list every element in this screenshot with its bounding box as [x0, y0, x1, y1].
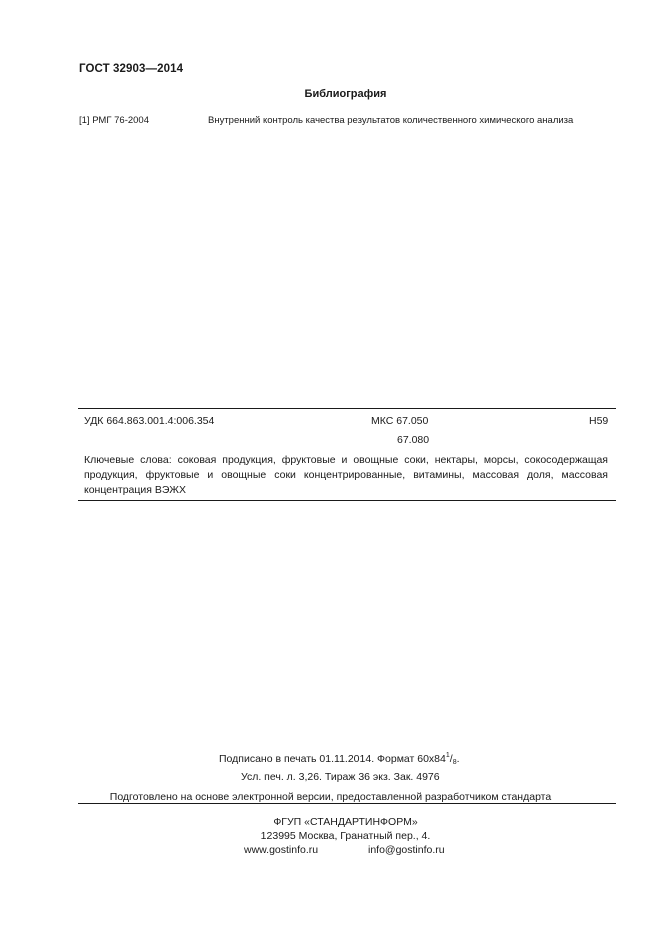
- publisher-website-link[interactable]: www.gostinfo.ru: [244, 844, 319, 856]
- okp-group-code: Н59: [589, 415, 609, 427]
- keywords-paragraph: [84, 453, 608, 498]
- prepared-note: Подготовлено на основе электронной версии, предоставленной разработчиком стандарта: [109, 791, 552, 803]
- keywords-line: Ключевые слова: соковая продукция, фруктовые и овощные соки, нектары, морсы, сокосодержащая: [84, 454, 608, 466]
- mks-code-primary: МКС 67.050: [371, 415, 429, 427]
- mks-code-secondary: 67.080: [397, 434, 430, 446]
- classification-top-rule: [78, 408, 616, 409]
- signed-text: Подписано в печать 01.11.2014. Формат 60x84: [219, 753, 446, 765]
- keywords-line: концентрация ВЭЖХ: [84, 484, 186, 496]
- classification-bottom-rule: [78, 500, 616, 501]
- publisher-email-link[interactable]: info@gostinfo.ru: [368, 844, 445, 856]
- print-info-line: Усл. печ. л. 3,26. Тираж 36 экз. Зак. 4976: [241, 771, 440, 783]
- bibliography-entry-ref: [1] РМГ 76-2004: [79, 115, 149, 126]
- format-denominator: 8: [452, 759, 457, 766]
- format-numerator: 1: [445, 752, 450, 759]
- bibliography-entry-description: Внутренний контроль качества результатов количественного химического анализа: [208, 115, 574, 126]
- udk-code: УДК 664.863.001.4:006.354: [84, 415, 215, 427]
- publisher-name: ФГУП «СТАНДАРТИНФОРМ»: [273, 816, 418, 828]
- footer-rule: [78, 803, 616, 804]
- publisher-address: 123995 Москва, Гранатный пер., 4.: [260, 830, 431, 842]
- signed-suffix: .: [456, 753, 460, 765]
- bibliography-title: Библиография: [304, 88, 387, 100]
- keywords-line: продукция, фруктовые и овощные соки концентрированные, витамины, массовая доля, массовая: [84, 469, 608, 481]
- signed-to-print-line: Подписано в печать 01.11.2014. Формат $60x84^1/_8$.: [219, 752, 460, 766]
- document-code: ГОСТ 32903—2014: [79, 63, 184, 75]
